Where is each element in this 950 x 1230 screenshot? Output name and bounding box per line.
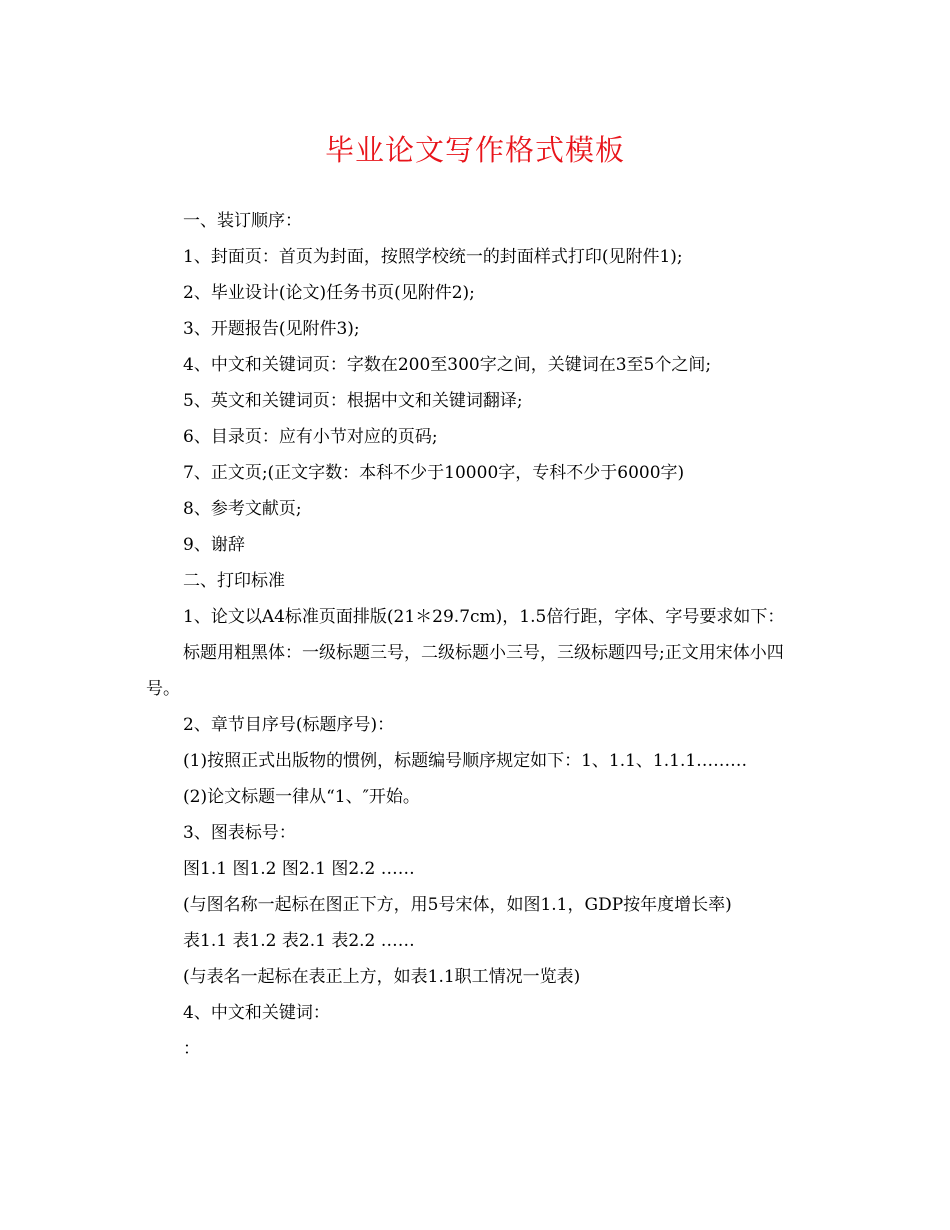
paragraph: (1)按照正式出版物的惯例，标题编号顺序规定如下：1、1.1、1.1.1……… xyxy=(183,751,748,771)
list-item: 4、中文和关键词页：字数在200至300字之间，关键词在3至5个之间; xyxy=(183,355,712,375)
paragraph: (与图名称一起标在图正下方，用5号宋体，如图1.1，GDP按年度增长率) xyxy=(183,895,732,915)
document-body xyxy=(146,203,806,1067)
paragraph: 表1.1 表1.2 表2.1 表2.2 …… xyxy=(183,931,415,951)
paragraph: 1、论文以A4标准页面排版(21＊29.7cm)，1.5倍行距，字体、字号要求如下： xyxy=(183,607,785,627)
list-item: 7、正文页;(正文字数：本科不少于10000字，专科不少于6000字) xyxy=(183,463,685,483)
paragraph: (2)论文标题一律从“1、″开始。 xyxy=(183,787,420,807)
list-item: 6、目录页：应有小节对应的页码; xyxy=(183,427,438,447)
paragraph: 2、章节目序号(标题序号)： xyxy=(183,715,395,735)
section-heading-binding-order: 一、装订顺序： xyxy=(183,211,302,231)
list-item: 9、谢辞 xyxy=(183,535,245,555)
paragraph: 3、图表标号： xyxy=(183,823,296,843)
paragraph: 4、中文和关键词： xyxy=(183,1003,330,1023)
document-title: 毕业论文写作格式模板 xyxy=(324,133,625,167)
list-item: 2、毕业设计(论文)任务书页(见附件2); xyxy=(183,283,475,303)
section-heading-print-standard: 二、打印标准 xyxy=(183,571,285,591)
list-item: 5、英文和关键词页：根据中文和关键词翻译; xyxy=(183,391,523,411)
paragraph: ： xyxy=(183,1039,200,1059)
list-item: 1、封面页：首页为封面，按照学校统一的封面样式打印(见附件1); xyxy=(183,247,683,267)
list-item: 3、开题报告(见附件3); xyxy=(183,319,360,339)
paragraph: 图1.1 图1.2 图2.1 图2.2 …… xyxy=(183,859,415,879)
paragraph: (与表名一起标在表正上方，如表1.1职工情况一览表) xyxy=(183,967,581,987)
list-item: 8、参考文献页; xyxy=(183,499,302,519)
paragraph: 标题用粗黑体：一级标题三号，二级标题小三号，三级标题四号;正文用宋体小四号。 xyxy=(146,643,784,699)
